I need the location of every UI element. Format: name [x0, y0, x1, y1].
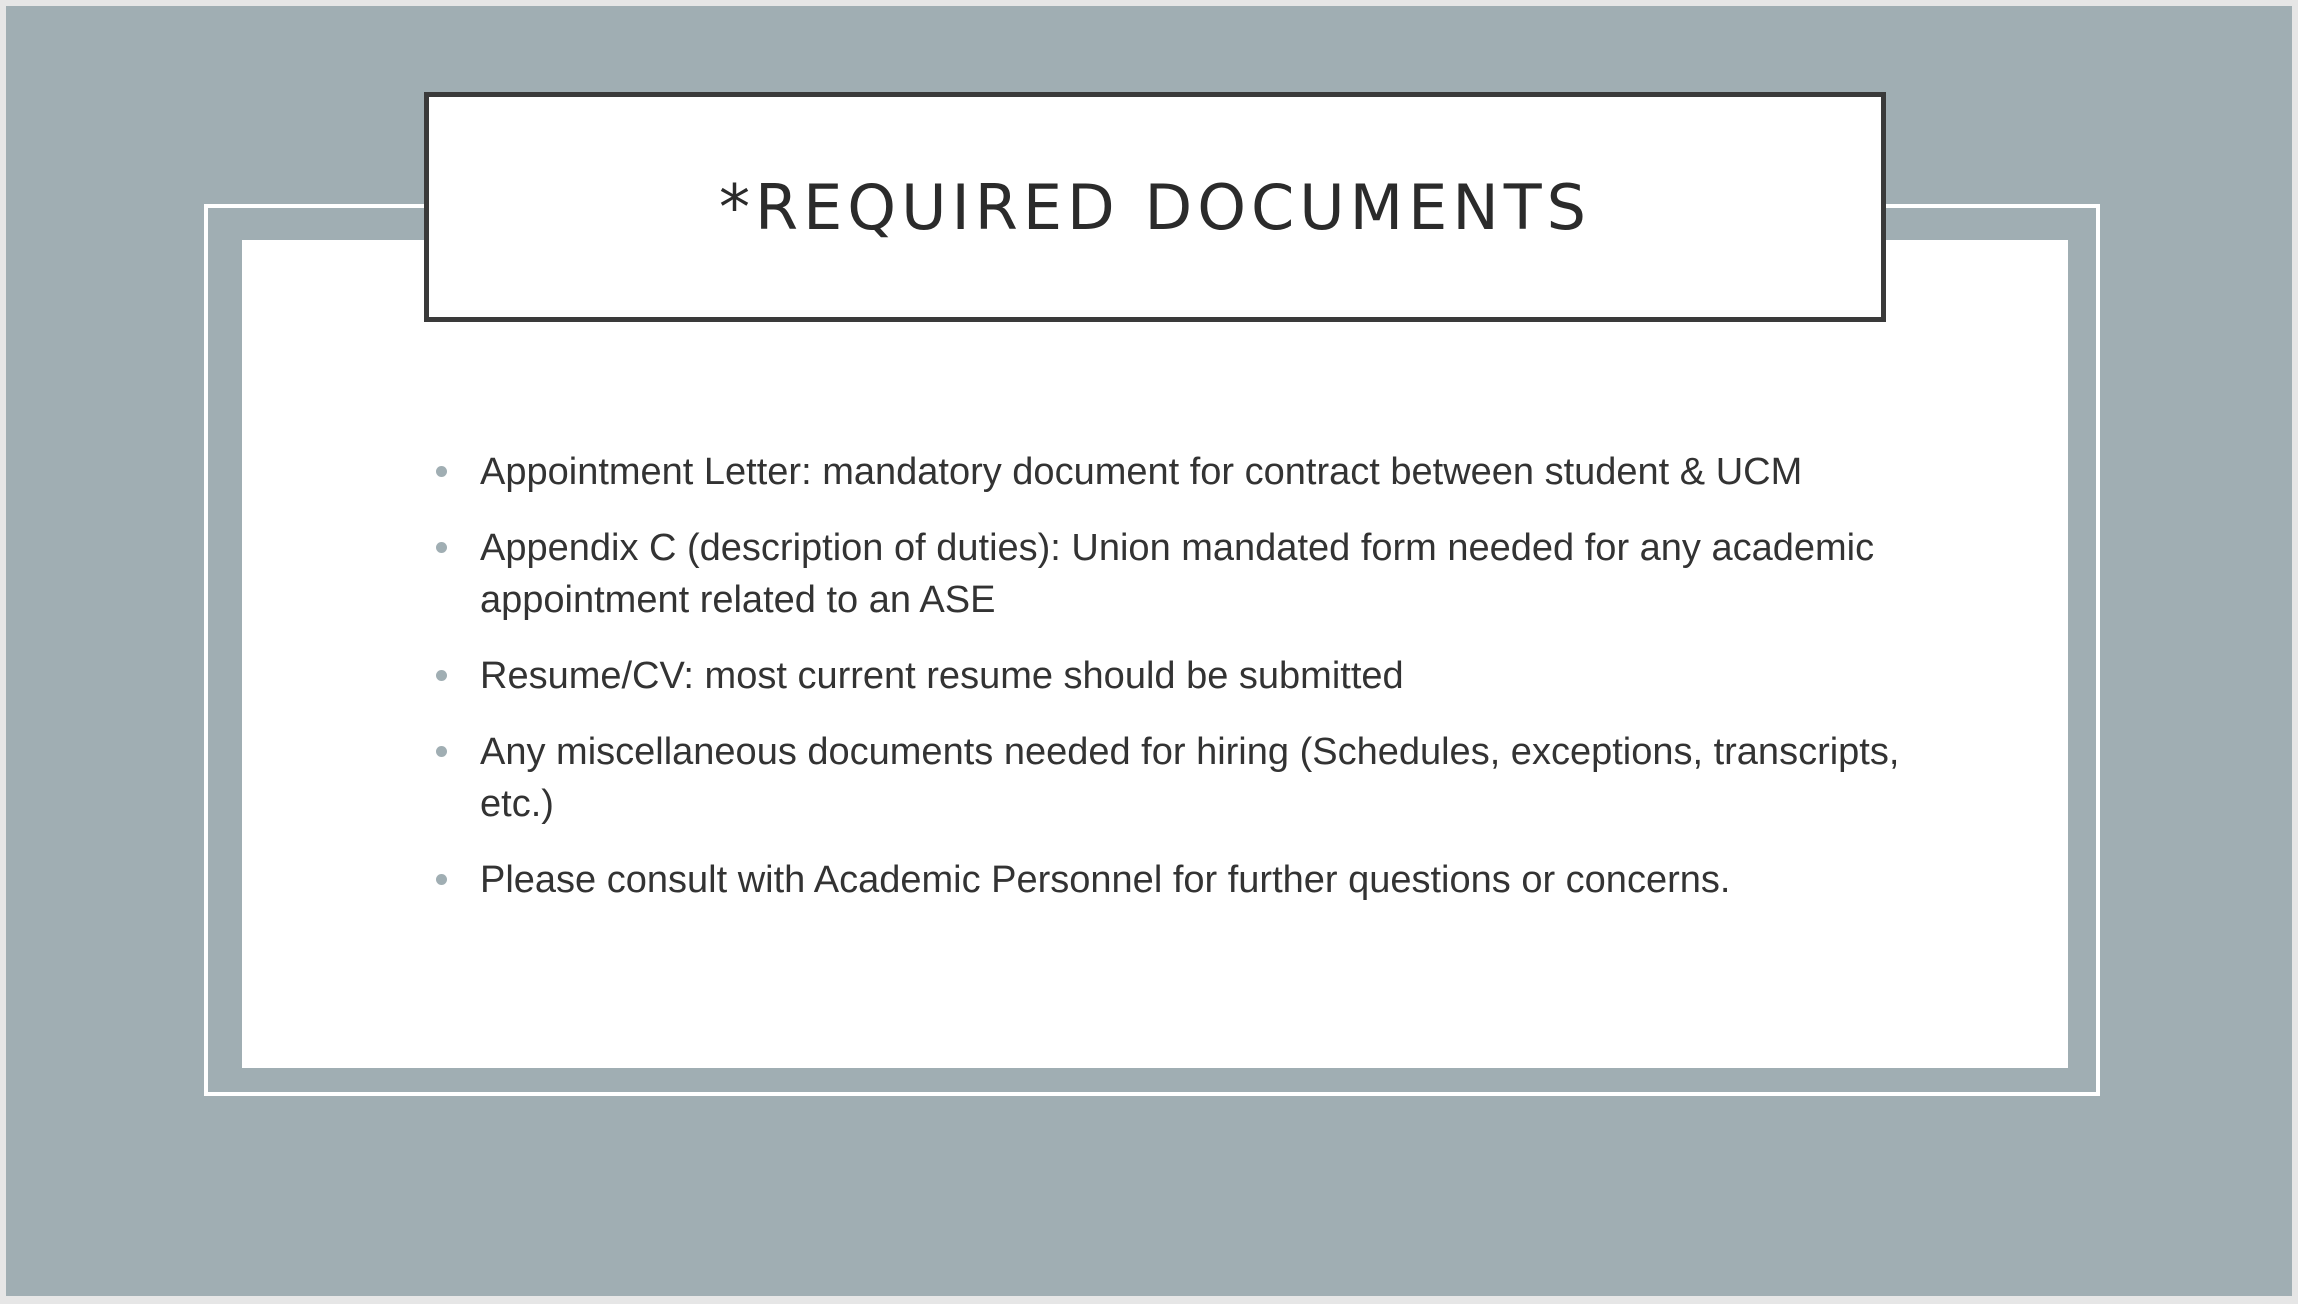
bullet-text: Resume/CV: most current resume should be submitted — [480, 655, 1404, 697]
bullet-text: Appointment Letter: mandatory document for contract between student & UCM — [480, 451, 1803, 493]
bullet-dot-icon — [436, 746, 447, 757]
bullet-text: Any miscellaneous documents needed for hiring (Schedules, exceptions, transcripts, etc.) — [480, 731, 1900, 825]
bullet-dot-icon — [436, 670, 447, 681]
bullet-text: Appendix C (description of duties): Union mandated form needed for any academic appointment related to an ASE — [480, 527, 1875, 621]
bullet-text: Please consult with Academic Personnel for further questions or concerns. — [480, 859, 1731, 901]
bullet-dot-icon — [436, 874, 447, 885]
bullet-item-appendix-c — [430, 522, 1950, 626]
bullet-item-consult — [430, 854, 1950, 906]
slide-title: *REQUIRED DOCUMENTS — [719, 170, 1591, 244]
bullet-list — [430, 446, 1950, 930]
bullet-item-misc-documents — [430, 726, 1950, 830]
title-box — [424, 92, 1886, 322]
bullet-dot-icon — [436, 466, 447, 477]
bullet-item-resume-cv — [430, 650, 1950, 702]
bullet-dot-icon — [436, 542, 447, 553]
bullet-item-appointment-letter — [430, 446, 1950, 498]
slide — [6, 6, 2292, 1296]
